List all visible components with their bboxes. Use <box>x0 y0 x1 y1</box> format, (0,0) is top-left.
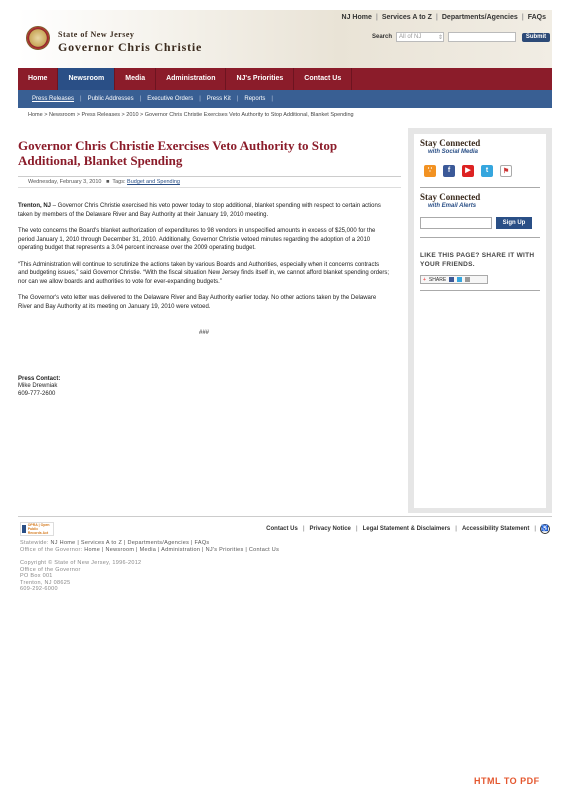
facebook-mini-icon <box>449 277 454 282</box>
util-link-faqs[interactable]: FAQs <box>527 14 546 21</box>
digg-icon[interactable]: ⚑ <box>500 165 512 177</box>
state-seal-icon[interactable] <box>26 26 50 50</box>
site-title-line1[interactable]: State of New Jersey <box>58 30 135 39</box>
search-submit-button[interactable]: Submit <box>522 33 550 42</box>
search-label: Search <box>371 34 392 40</box>
select-arrows-icon: ⇕ <box>437 34 443 41</box>
subnav-reports[interactable]: Reports <box>244 96 266 102</box>
page-title: Governor Chris Christie Exercises Veto Authority to Stop Additional, Blanket Spending <box>18 138 338 168</box>
twitter-icon[interactable]: t <box>481 165 493 177</box>
util-link-departments[interactable]: Departments/Agencies <box>441 14 518 21</box>
address-phone: 609-292-6000 <box>20 586 58 592</box>
statewide-links[interactable]: NJ Home | Services A to Z | Departments/Agencies | FAQs <box>50 540 210 546</box>
article-date: Wednesday, February 3, 2010 <box>28 179 102 185</box>
copyright-block <box>20 560 141 593</box>
stay-connected-email-title: Stay Connected <box>420 192 481 202</box>
util-link-services[interactable]: Services A to Z <box>381 14 432 21</box>
main-nav <box>18 68 552 90</box>
press-contact-phone: 609-777-2600 <box>18 390 56 397</box>
tab-administration[interactable]: Administration <box>156 68 226 90</box>
tab-media[interactable]: Media <box>115 68 156 90</box>
paragraph-3: “This Administration will continue to scrutinize the actions taken by various Boards and Authorities, especially when it concerns contracts and budgeting issues,” said Governor Christie. “With the fiscal situation New Jersey finds itself in, we cannot afford blanket spending orders; nor can we allow boards and authorities to vote for ever-expanding budgets.” <box>18 261 390 285</box>
sign-up-button[interactable]: Sign Up <box>496 217 532 229</box>
address-line-1: Office of the Governor <box>20 566 81 573</box>
search-scope-select[interactable] <box>396 32 444 42</box>
tag-link[interactable]: Budget and Spending <box>127 179 180 185</box>
email-mini-icon <box>465 277 470 282</box>
sub-nav: Press Releases | Public Addresses | Executive Orders | Press Kit | Reports | <box>18 90 552 108</box>
subnav-press-kit[interactable]: Press Kit <box>206 96 231 102</box>
office-links[interactable]: Home | Newsroom | Media | Administration | NJ's Priorities | Contact Us <box>84 547 280 553</box>
tab-nj-priorities[interactable]: NJ's Priorities <box>226 68 294 90</box>
press-contact-name: Mike Drewniak <box>18 383 58 389</box>
site-header <box>18 10 552 68</box>
accessibility-icon[interactable]: ♿ <box>541 526 549 532</box>
share-button-label: SHARE <box>428 276 447 283</box>
site-title-line2[interactable]: Governor Chris Christie <box>58 40 203 54</box>
share-button[interactable] <box>420 275 488 284</box>
paragraph-1: Trenton, NJ – Governor Chris Christie exercised his veto power today to stop additional, blanket spending with respect to certain actions taken by members of the Delaware River and Bay Authority at their January 19, 2010 meeting. <box>18 203 381 218</box>
subnav-press-releases[interactable]: Press Releases <box>32 96 75 102</box>
footer-accessibility[interactable]: Accessibility Statement <box>461 526 530 532</box>
html-to-pdf-watermark: HTML TO PDF <box>474 776 540 786</box>
subnav-public-addresses[interactable]: Public Addresses <box>87 96 134 102</box>
plus-icon: + <box>423 276 426 283</box>
footer-legal-statement[interactable]: Legal Statement & Disclaimers <box>362 526 451 532</box>
email-alerts-subtitle: with Email Alerts <box>428 203 477 209</box>
utility-nav: NJ Home | Services A to Z | Departments/Agencies | FAQs <box>338 14 550 21</box>
footer-contact-us[interactable]: Contact Us <box>266 526 298 532</box>
copyright-text: Copyright © State of New Jersey, 1996-2012 <box>20 560 142 566</box>
paragraph-4: The Governor's veto letter was delivered to the Delaware River and Bay Authority earlier today. No other actions taken by the Delaware River and Bay Authority at its meeting on January 19, 2010 were vetoed. <box>18 295 377 310</box>
statewide-label: Statewide: <box>20 540 49 546</box>
paragraph-2: The veto concerns the Board's blanket authorization of expenditures to 98 vendors in unspecified amounts in excess of $25,000 for the period January 1, 2010 through December 31, 2010. Additionally, Governor Christie vetoed minutes regarding the adoption of a 2010 operating budget that represents a 3.04 percent increase over the 2009 operating budget. <box>18 228 376 251</box>
social-media-subtitle: with Social Media <box>428 149 479 155</box>
search-box <box>372 32 550 42</box>
tab-contact-us[interactable]: Contact Us <box>294 68 352 90</box>
share-heading: LIKE THIS PAGE? SHARE IT WITH YOUR FRIENDS. <box>420 252 535 268</box>
press-contact-label: Press Contact: <box>18 375 61 382</box>
rss-icon[interactable]: ∵ <box>424 165 436 177</box>
youtube-icon[interactable]: ▶ <box>462 165 474 177</box>
footer-privacy-notice[interactable]: Privacy Notice <box>309 526 351 532</box>
article-body <box>18 202 390 398</box>
tab-newsroom[interactable]: Newsroom <box>58 68 115 90</box>
office-label: Office of the Governor: <box>20 547 83 553</box>
address-line-2: PO Box 001 <box>20 573 53 579</box>
article <box>18 138 403 398</box>
tab-home[interactable]: Home <box>18 68 58 90</box>
dateline: Trenton, NJ <box>18 203 52 209</box>
address-line-3: Trenton, NJ 08625 <box>20 579 71 586</box>
twitter-mini-icon <box>457 277 462 282</box>
email-field[interactable] <box>420 217 492 229</box>
social-icons <box>424 165 540 177</box>
util-link-nj-home[interactable]: NJ Home <box>341 14 372 21</box>
tags-label: Tags: <box>112 179 126 185</box>
end-mark: ### <box>198 330 209 336</box>
page <box>18 10 552 592</box>
stay-connected-social-title: Stay Connected <box>420 138 481 148</box>
sidebar <box>408 128 552 513</box>
facebook-icon[interactable]: f <box>443 165 455 177</box>
press-contact <box>18 376 390 399</box>
search-scope-value: All of NJ <box>399 34 422 40</box>
footer-links: Contact Us | Privacy Notice | Legal Statement & Disclaimers | Accessibility Statement | ♿ <box>261 524 550 534</box>
footer-nav <box>20 540 279 554</box>
article-meta: Wednesday, February 3, 2010 ■ Tags: Budget and Spending <box>18 176 401 188</box>
breadcrumb[interactable]: Home > Newsroom > Press Releases > 2010 > Governor Chris Christie Exercises Veto Authority to Stop Additional, Blanket Spending <box>28 112 354 118</box>
subnav-executive-orders[interactable]: Executive Orders <box>147 96 194 102</box>
search-input[interactable] <box>448 32 516 42</box>
opra-logo[interactable]: OPRA | Open Public Records Act <box>20 522 54 536</box>
